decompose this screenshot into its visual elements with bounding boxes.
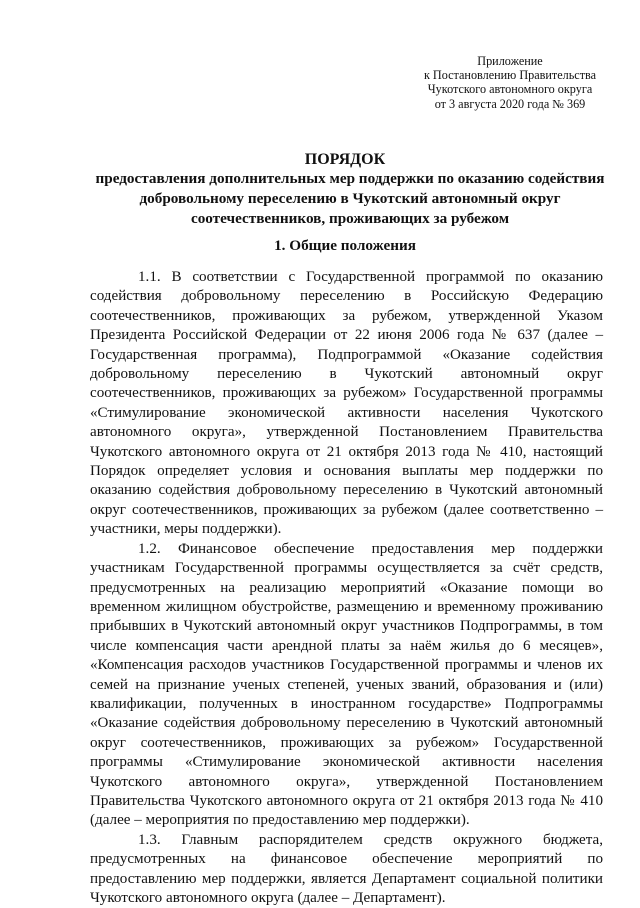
document-title: ПОРЯДОК <box>304 151 386 168</box>
section-heading: 1. Общие положения <box>274 237 416 254</box>
appendix-line-2: к Постановлению Правительства <box>423 68 597 83</box>
paragraph-1-2: 1.2. Финансовое обеспечение предоставления мер поддержки участникам Государственной программы осуществляется за счёт средств, предусмотренных на реализацию мероприятий «Оказание помощи во временном жилищном обустройстве, размещению и временному проживанию прибывших в Чукотский автономный округ участников Подпрограммы, в том числе компенсация части арендной платы за наём жилья до 6 месяцев», «Компенсация расходов участников Государственной программы и членов их семей на признание ученых степеней, ученых званий, образования и (или) квалификации, полученных в иностранном государстве» Подпрограммы «Оказание содействия добровольному переселению в Чукотский автономный округ соотечественников, проживающих за рубежом» Государственной программы «Стимулирование экономической активности населения Чукотского автономного округа», утвержденной Постановлением Правительства Чукотского автономного округа от 21 октября 2013 года № 410 (далее – мероприятия по предоставлению мер поддержки). <box>90 540 603 829</box>
appendix-line-1: Приложение <box>477 54 543 68</box>
appendix-block <box>380 54 640 111</box>
appendix-line-4: от 3 августа 2020 года № 369 <box>434 96 586 111</box>
document-subtitle: предоставления дополнительных мер поддержки по оказанию содействия добровольному переселению в Чукотский автономный округ соотечественников, проживающих за рубежом <box>95 170 605 227</box>
appendix-line-3: Чукотского автономного округа <box>427 82 593 97</box>
document-body <box>90 268 603 908</box>
paragraph-1-1: 1.1. В соответствии с Государственной программой по оказанию содействия добровольному переселению в Российскую Федерацию соотечественников, проживающих за рубежом, утвержденной Указом Президента Российской Федерации от 22 июня 2006 года № 637 (далее – Государственная программа), Подпрограммой «Оказание содействия добровольному переселению в Чукотский автономный округ соотечественников, проживающих за рубежом» Государственной программы «Стимулирование экономической активности населения Чукотского автономного округа», утвержденной Постановлением Правительства Чукотского автономного округа от 21 октября 2013 года № 410, настоящий Порядок определяет условия и основания выплаты мер поддержки по оказанию содействия добровольному переселению в Чукотский автономный округ соотечественников, проживающих за рубежом (далее соответственно – участники, меры поддержки). <box>90 269 603 538</box>
paragraph-1-3: 1.3. Главным распорядителем средств окружного бюджета, предусмотренных на финансовое обеспечение мероприятий по предоставлению мер поддержки, является Департамент социальной политики Чукотского автономного округа (далее – Департамент). <box>90 831 603 906</box>
